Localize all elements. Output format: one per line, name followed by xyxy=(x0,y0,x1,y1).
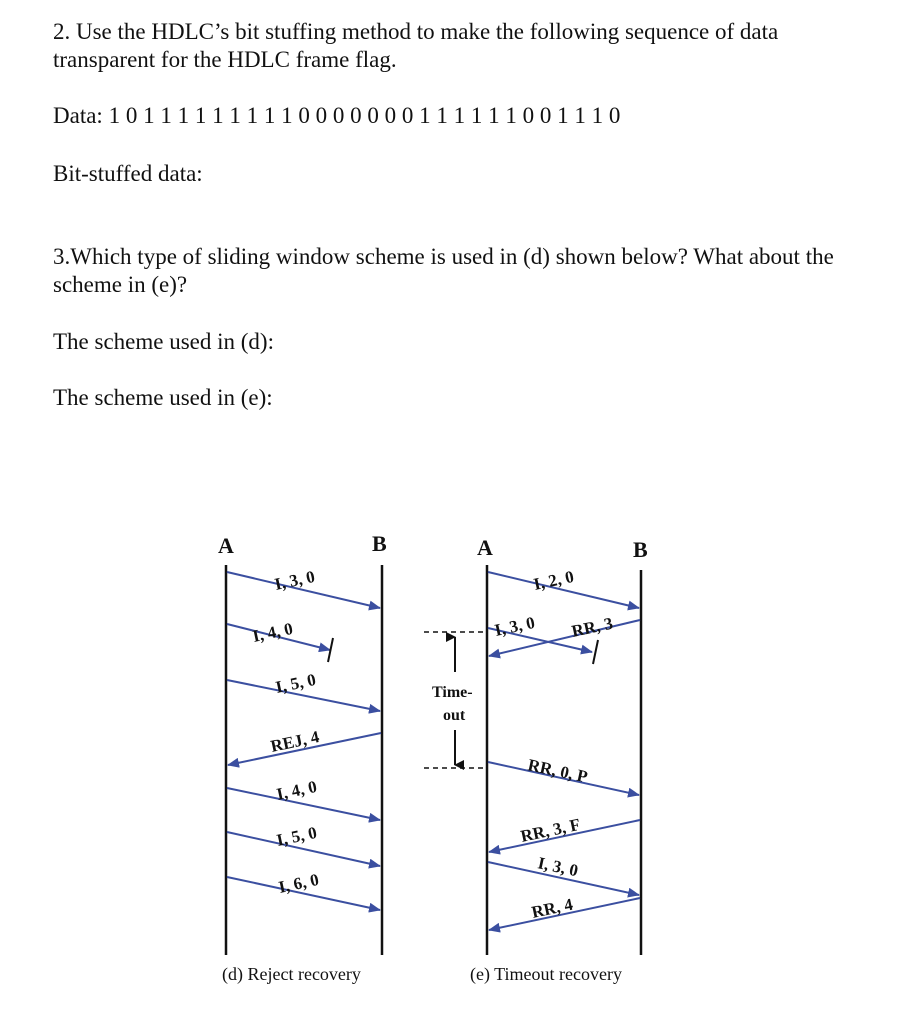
e-frame-label: I, 3, 0 xyxy=(536,853,580,881)
e-lost-mark xyxy=(593,640,598,664)
e-frame-label: I, 3, 0 xyxy=(492,612,537,640)
d-frame-label: REJ, 4 xyxy=(268,727,321,756)
q2-prompt-line1: 2. Use the HDLC’s bit stuffing method to make the following sequence of data xyxy=(53,19,779,44)
e-frame-label: RR, 4 xyxy=(529,894,575,922)
e-caption: (e) Timeout recovery xyxy=(470,964,622,984)
q3-prompt-line1: 3.Which type of sliding window scheme is used in (d) shown below? What about the xyxy=(53,244,834,269)
d-caption: (d) Reject recovery xyxy=(222,964,361,984)
d-frame-label: I, 3, 0 xyxy=(272,566,317,594)
d-frame-label: I, 4, 0 xyxy=(250,618,295,646)
d-station-a: A xyxy=(218,533,234,558)
e-station-a: A xyxy=(477,535,493,560)
q3-answer-d: The scheme used in (d): xyxy=(53,329,274,354)
e-frame-label: I, 2, 0 xyxy=(531,566,576,594)
e-timeout-label-line2: out xyxy=(443,707,466,724)
e-timeout-label-line1: Time- xyxy=(432,684,473,701)
e-station-b: B xyxy=(633,537,648,562)
diagram-e xyxy=(424,535,648,985)
d-frame-label: I, 5, 0 xyxy=(274,822,319,850)
d-frame-label: I, 6, 0 xyxy=(276,869,321,897)
q2-data-label: Data: xyxy=(53,103,103,128)
diagram-d xyxy=(218,531,387,985)
q3-prompt-line2: scheme in (e)? xyxy=(53,272,188,297)
d-frame-label: I, 4, 0 xyxy=(274,776,319,804)
q2-answer-label: Bit-stuffed data: xyxy=(53,161,203,186)
d-station-b: B xyxy=(372,531,387,556)
e-frame-label: RR, 3, F xyxy=(518,814,582,846)
q2-data-bits: 1 0 1 1 1 1 1 1 1 1 1 0 0 0 0 0 0 0 1 1 1 1 1 1 0 0 1 1 1 0 xyxy=(108,103,621,128)
q2-prompt-line2: transparent for the HDLC frame flag. xyxy=(53,47,397,72)
e-frame-label: RR, 0, P xyxy=(526,755,590,787)
e-frame-label: RR, 3 xyxy=(569,613,615,641)
q3-answer-e: The scheme used in (e): xyxy=(53,385,273,410)
d-frame-label: I, 5, 0 xyxy=(273,669,318,697)
